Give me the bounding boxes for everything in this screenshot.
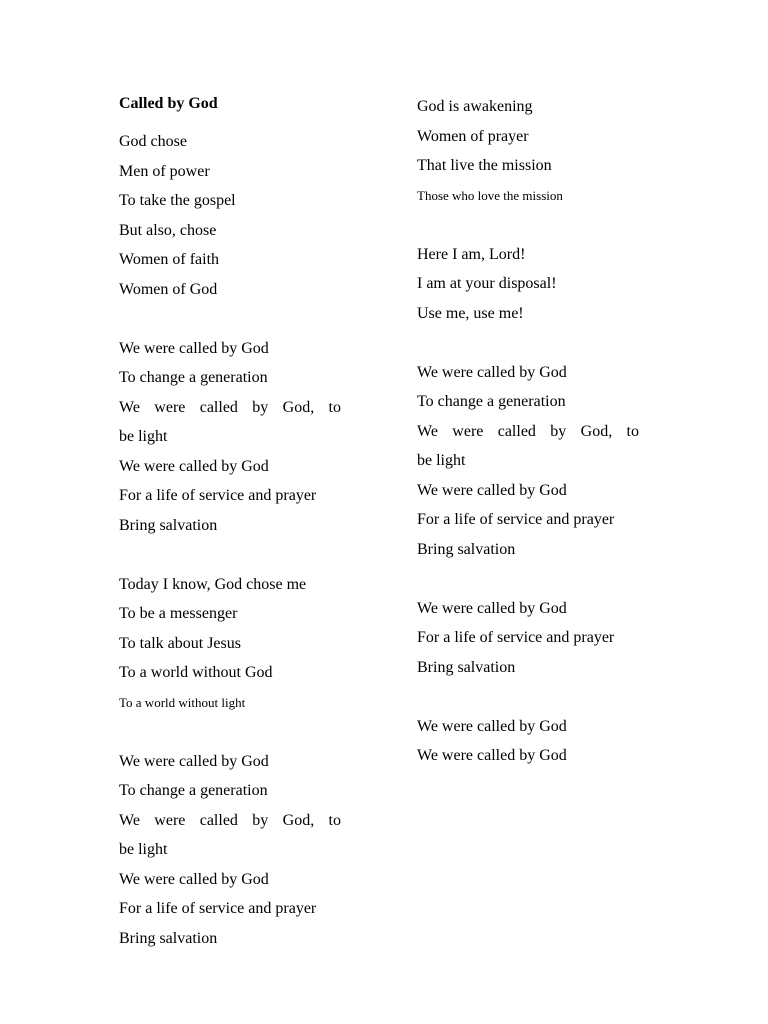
left-column <box>119 92 341 953</box>
lyric-line: To change a generation <box>119 782 268 799</box>
stanza <box>119 334 341 541</box>
lyric-line: We were called by God <box>119 752 269 770</box>
lyric-line: But also, chose <box>119 221 217 239</box>
lyric-line: We were called by God, to <box>417 422 639 440</box>
lyric-line: be light <box>119 428 168 445</box>
lyric-line: We were called by God <box>119 457 269 475</box>
stanza <box>119 747 341 954</box>
stanza <box>417 358 639 565</box>
lyric-line: To change a generation <box>417 393 566 410</box>
lyric-line: Women of God <box>119 280 218 298</box>
lyric-line: God chose <box>119 133 187 150</box>
lyric-line: We were called by God <box>417 363 567 381</box>
lyric-line: We were called by God, to <box>119 811 341 829</box>
lyric-line: For a life of service and prayer <box>417 629 615 646</box>
lyric-line: Here I am, Lord! <box>417 245 526 263</box>
lyric-line: We were called by God <box>417 747 567 764</box>
lyric-line: We were called by God <box>119 870 269 888</box>
lyric-line: God is awakening <box>417 98 533 115</box>
lyric-line: I am at your disposal! <box>417 275 557 292</box>
lyric-line: Women of prayer <box>417 127 529 145</box>
lyric-line: Those who love the mission <box>417 187 563 203</box>
stanza <box>119 127 341 304</box>
stanza <box>417 594 639 683</box>
lyric-line: Bring salvation <box>417 540 516 558</box>
lyric-line: We were called by God, to <box>119 398 341 416</box>
lyric-line: To talk about Jesus <box>119 634 241 652</box>
lyric-line: be light <box>119 841 168 858</box>
lyric-line: Men of power <box>119 162 210 180</box>
lyric-line: Today I know, God chose me <box>119 575 307 593</box>
lyric-line: For a life of service and prayer <box>119 900 317 917</box>
lyric-line: To a world without God <box>119 664 273 681</box>
lyric-line: To be a messenger <box>119 605 238 622</box>
lyric-line: We were called by God <box>417 481 567 499</box>
lyric-line: For a life of service and prayer <box>417 511 615 528</box>
lyric-line: That live the mission <box>417 157 552 174</box>
song-title: Called by God <box>119 95 218 112</box>
lyric-line: Bring salvation <box>119 929 218 947</box>
stanza <box>417 92 639 210</box>
lyric-line: For a life of service and prayer <box>119 487 317 504</box>
lyric-line: We were called by God <box>417 599 567 617</box>
right-column <box>417 92 639 771</box>
lyric-line: Bring salvation <box>119 516 218 534</box>
lyric-line: Bring salvation <box>417 658 516 676</box>
stanza <box>417 712 639 771</box>
lyric-line: We were called by God <box>417 717 567 735</box>
lyric-line: To take the gospel <box>119 192 236 209</box>
lyric-line: Women of faith <box>119 251 220 268</box>
lyric-line: To a world without light <box>119 694 246 710</box>
lyric-line: Use me, use me! <box>417 304 524 322</box>
stanza <box>119 570 341 718</box>
lyric-line: To change a generation <box>119 369 268 386</box>
stanza <box>417 240 639 329</box>
lyric-line: We were called by God <box>119 339 269 357</box>
lyric-line: be light <box>417 452 466 469</box>
